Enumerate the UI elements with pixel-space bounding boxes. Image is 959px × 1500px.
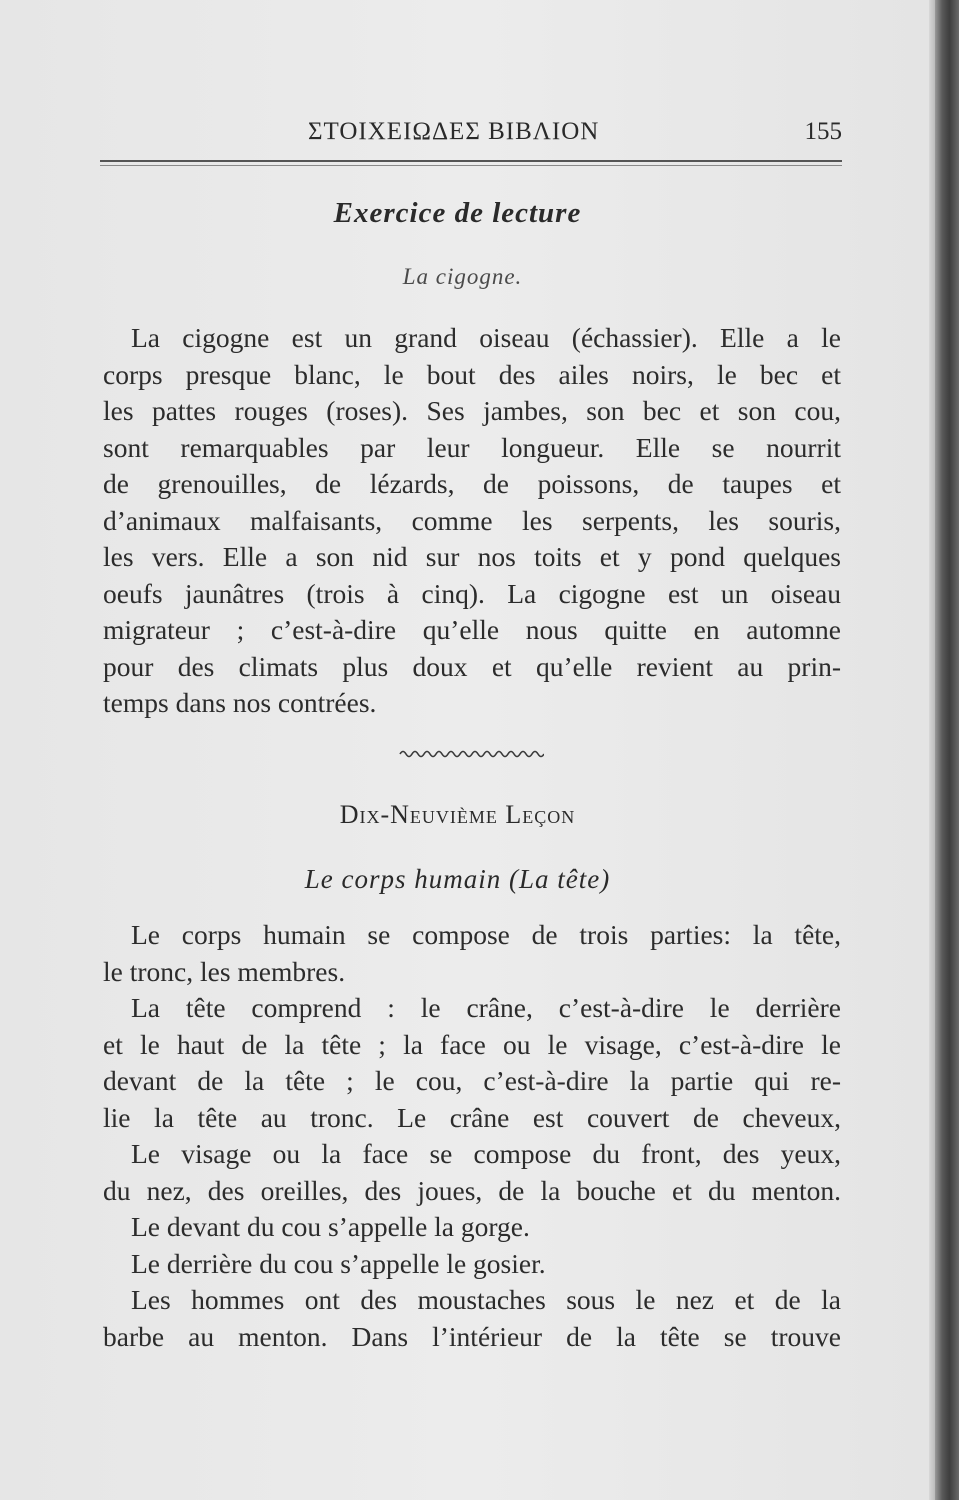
text-line: et le haut de la tête ; la face ou le visage, c’est-à-dire le [103,1028,841,1060]
text-line: Le visage ou la face se compose du front, des yeux, [131,1138,841,1169]
lesson-paragraph [103,917,841,1355]
text-line: Le corps humain se compose de trois parties: la tête, [131,919,841,950]
text-line: oeufs jaunâtres (trois à cinq). La cigogne est un oiseau [103,577,841,609]
header-rule-thin [100,165,842,166]
text-line: Le devant du cou s’appelle la gorge. [131,1211,530,1242]
text-line: barbe au menton. Dans l’intérieur de la tête se trouve [103,1320,841,1352]
text-line: devant de la tête ; le cou, c’est-à-dire la partie qui re- [103,1065,841,1096]
text-line: du nez, des oreilles, des joues, de la bouche et du menton. [103,1174,841,1206]
text-line: les pattes rouges (roses). Ses jambes, son bec et son cou, [103,395,841,426]
text-line: La tête comprend : le crâne, c’est-à-dire le derrière [131,992,841,1023]
text-line: sont remarquables par leur longueur. Elle se nourrit [103,431,841,463]
exercise-paragraph [103,320,841,722]
lesson-heading: Dix-Neuvième Leçon [339,800,576,829]
text-line: temps dans nos contrées. [103,687,377,718]
running-head-title: ΣΤΟΙΧΕΙΩΔΕΣ ΒΙΒΛΙΟΝ [308,118,600,145]
text-line: lie la tête au tronc. Le crâne est couvert de cheveux, [103,1101,841,1133]
text-line: migrateur ; c’est-à-dire qu’elle nous quitte en automne [103,614,841,645]
lesson-subheading: Le corps humain (La tête) [304,864,611,894]
running-head [100,118,842,158]
page-number: 155 [804,118,842,145]
text-line: de grenouilles, de lézards, de poissons, de taupes et [103,468,841,499]
text-line: corps presque blanc, le bout des ailes noirs, le bec et [103,358,841,390]
wavy-divider-ornament [398,748,544,760]
exercise-subheading: La cigogne. [402,264,523,289]
text-line: Les hommes ont des moustaches sous le nez et de la [131,1284,841,1315]
text-line: pour des climats plus doux et qu’elle revient au prin- [103,650,841,682]
text-line: le tronc, les membres. [103,955,346,987]
text-line: Le derrière du cou s’appelle le gosier. [131,1247,546,1279]
exercise-heading: Exercice de lecture [333,197,582,229]
text-line: les vers. Elle a son nid sur nos toits et y pond quelques [103,541,841,572]
text-line: d’animaux malfaisants, comme les serpents, les souris, [103,504,841,536]
book-spine [935,0,959,1500]
text-line: La cigogne est un grand oiseau (échassier). Elle a le [131,322,841,353]
header-rule [100,160,842,162]
